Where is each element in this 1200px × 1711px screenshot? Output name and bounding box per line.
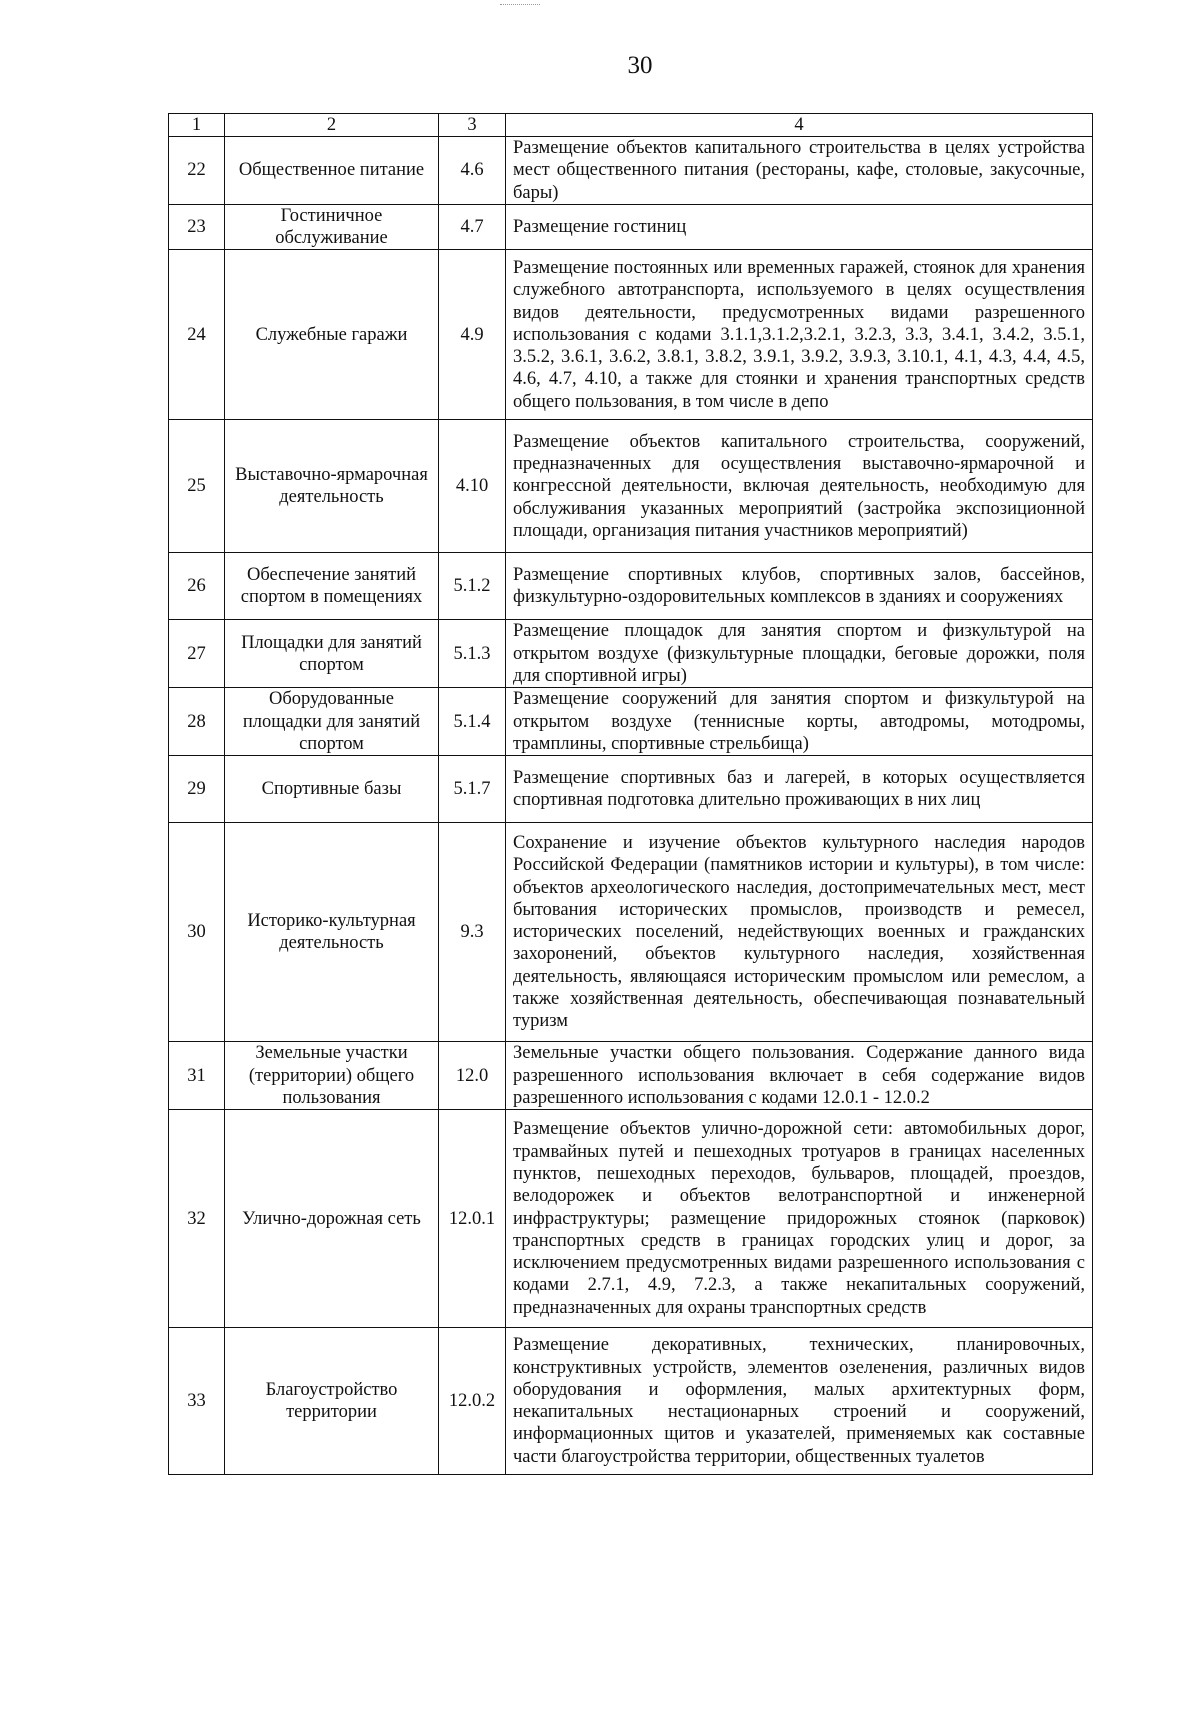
table-row (169, 1328, 1093, 1475)
row-number-cell: 26 (169, 553, 225, 620)
use-description-cell: Размещение спортивных баз и лагерей, в которых осуществляется спортивная подготовка длительно проживающих в них лиц (506, 756, 1093, 823)
table-row (169, 1042, 1093, 1110)
table-row (169, 420, 1093, 553)
use-description-cell: Размещение постоянных или временных гаражей, стоянок для хранения служебного автотранспорта, используемого в целях осуществления видов деятельности, предусмотренных видами разрешенного использования с кодами 3.1.1,3.1.2,3.2.1, 3.2.3, 3.3, 3.4.1, 3.4.2, 3.5.1, 3.5.2, 3.6.1, 3.6.2, 3.8.1, 3.8.2, 3.9.1, 3.9.2, 3.9.3, 3.10.1, 4.1, 4.3, 4.4, 4.5, 4.6, 4.7, 4.10, а также для стоянки и хранения транспортных средств общего пользования, в том числе в депо (506, 250, 1093, 420)
row-number-cell: 28 (169, 688, 225, 756)
header-cell: 2 (225, 114, 439, 137)
use-description-cell: Размещение гостиниц (506, 204, 1093, 250)
header-cell: 1 (169, 114, 225, 137)
use-code-cell: 4.10 (439, 420, 506, 553)
use-code-cell: 12.0 (439, 1042, 506, 1110)
table-row (169, 823, 1093, 1042)
header-cell: 3 (439, 114, 506, 137)
use-type-name-cell: Земельные участки (территории) общего пользования (225, 1042, 439, 1110)
use-type-name-cell: Площадки для занятий спортом (225, 620, 439, 688)
use-code-cell: 5.1.7 (439, 756, 506, 823)
use-code-cell: 5.1.3 (439, 620, 506, 688)
use-type-name-cell: Улично-дорожная сеть (225, 1110, 439, 1328)
use-code-cell: 9.3 (439, 823, 506, 1042)
table-row (169, 137, 1093, 205)
use-code-cell: 5.1.2 (439, 553, 506, 620)
table-row (169, 756, 1093, 823)
use-code-cell: 4.6 (439, 137, 506, 205)
use-description-cell: Сохранение и изучение объектов культурного наследия народов Российской Федерации (памятников истории и культуры), в том числе: объектов археологического наследия, достопримечательных мест, мест бытования исторических промыслов, производств и ремесел, исторических поселений, недействующих военных и гражданских захоронений, объектов культурного наследия, хозяйственная деятельность, являющаяся историческим промыслом или ремеслом, а также хозяйственная деятельность, обеспечивающая познавательный туризм (506, 823, 1093, 1042)
row-number-cell: 31 (169, 1042, 225, 1110)
row-number-cell: 23 (169, 204, 225, 250)
use-type-name-cell: Гостиничное обслуживание (225, 204, 439, 250)
use-type-name-cell: Обеспечение занятий спортом в помещениях (225, 553, 439, 620)
use-description-cell: Размещение сооружений для занятия спортом и физкультурой на открытом воздухе (теннисные корты, автодромы, мотодромы, трамплины, спортивные стрельбища) (506, 688, 1093, 756)
use-code-cell: 5.1.4 (439, 688, 506, 756)
table-row (169, 250, 1093, 420)
use-description-cell: Размещение декоративных, технических, планировочных, конструктивных устройств, элементов озеленения, различных видов оборудования и оформления, малых архитектурных форм, некапитальных нестационарных строений и сооружений, информационных щитов и указателей, применяемых как составные части благоустройства территории, общественных туалетов (506, 1328, 1093, 1475)
use-type-name-cell: Благоустройство территории (225, 1328, 439, 1475)
use-type-name-cell: Общественное питание (225, 137, 439, 205)
use-description-cell: Размещение объектов капитального строительства в целях устройства мест общественного питания (рестораны, кафе, столовые, закусочные, бары) (506, 137, 1093, 205)
use-description-cell: Размещение объектов капитального строительства, сооружений, предназначенных для осуществления выставочно-ярмарочной и конгрессной деятельности, включая деятельность, необходимую для обслуживания указанных мероприятий (застройка экспозиционной площади, организация питания участников мероприятий) (506, 420, 1093, 553)
table-row (169, 620, 1093, 688)
table-header-row (169, 114, 1093, 137)
use-type-name-cell: Выставочно-ярмарочная деятельность (225, 420, 439, 553)
use-type-name-cell: Оборудованные площадки для занятий спортом (225, 688, 439, 756)
row-number-cell: 32 (169, 1110, 225, 1328)
row-number-cell: 29 (169, 756, 225, 823)
table-row (169, 553, 1093, 620)
use-description-cell: Размещение объектов улично-дорожной сети: автомобильных дорог, трамвайных путей и пешеходных тротуаров в границах населенных пунктов, пешеходных переходов, бульваров, площадей, проездов, велодорожек и объектов велотранспортной и инженерной инфраструктуры; размещение придорожных стоянок (парковок) транспортных средств в границах городских улиц и дорог, за исключением предусмотренных видами разрешенного использования с кодами 2.7.1, 4.9, 7.2.3, а также некапитальных сооружений, предназначенных для охраны транспортных средств (506, 1110, 1093, 1328)
header-cell: 4 (506, 114, 1093, 137)
use-code-cell: 12.0.2 (439, 1328, 506, 1475)
row-number-cell: 22 (169, 137, 225, 205)
use-type-name-cell: Спортивные базы (225, 756, 439, 823)
row-number-cell: 25 (169, 420, 225, 553)
row-number-cell: 24 (169, 250, 225, 420)
scan-artifact-mark (500, 4, 540, 5)
table-row (169, 204, 1093, 250)
row-number-cell: 27 (169, 620, 225, 688)
land-use-table (168, 113, 1093, 1475)
row-number-cell: 30 (169, 823, 225, 1042)
use-type-name-cell: Служебные гаражи (225, 250, 439, 420)
page-number: 30 (627, 52, 653, 79)
use-code-cell: 4.9 (439, 250, 506, 420)
use-code-cell: 12.0.1 (439, 1110, 506, 1328)
use-type-name-cell: Историко-культурная деятельность (225, 823, 439, 1042)
table-row (169, 688, 1093, 756)
use-code-cell: 4.7 (439, 204, 506, 250)
table-row (169, 1110, 1093, 1328)
use-description-cell: Земельные участки общего пользования. Содержание данного вида разрешенного использования включает в себя содержание видов разрешенного использования с кодами 12.0.1 - 12.0.2 (506, 1042, 1093, 1110)
use-description-cell: Размещение спортивных клубов, спортивных залов, бассейнов, физкультурно-оздоровительных комплексов в зданиях и сооружениях (506, 553, 1093, 620)
row-number-cell: 33 (169, 1328, 225, 1475)
use-description-cell: Размещение площадок для занятия спортом и физкультурой на открытом воздухе (физкультурные площадки, беговые дорожки, поля для спортивной игры) (506, 620, 1093, 688)
